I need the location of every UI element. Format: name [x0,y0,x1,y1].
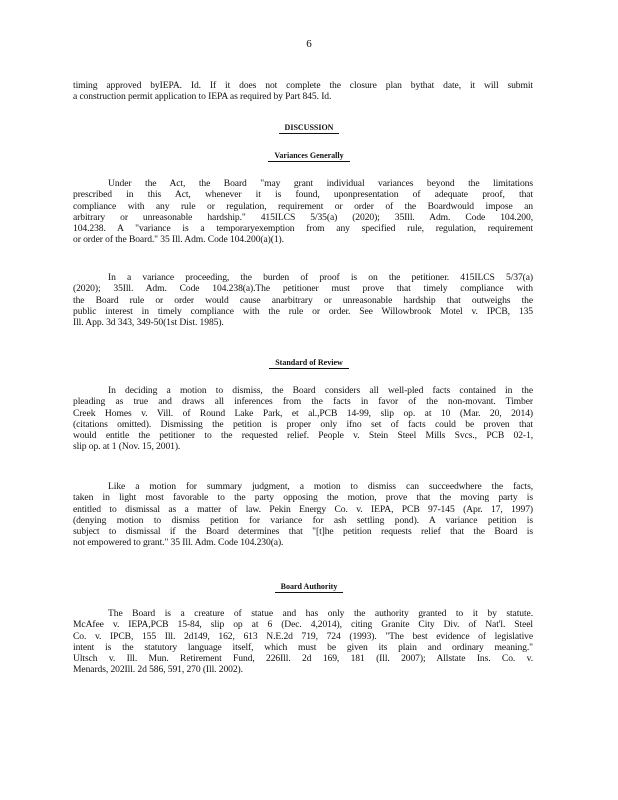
text-line: subject to dismissal if the Board determines that "[t]he petition requests relief that the Board is [73,526,533,538]
text-line: (2020); 35Ill. Adm. Code 104.238(a).The petitioner must prove that timely compliance with [73,283,533,295]
text-line: pleading as true and draws all inferences from the facts in favor of the non-movant. Timber [73,396,533,408]
text-line: In a variance proceeding, the burden of proof is on the petitioner. 415ILCS 5/37(a) [108,272,533,283]
text-line: The Board is a creature of statue and has only the authority granted to it by statute. [108,608,533,619]
paragraph-board-authority [73,608,533,676]
text-line: would entitle the petitioner to the requested relief. People v. Stein Steel Mills Svcs., PCB 02-1, [73,430,533,442]
heading-discussion: DISCUSSION [0,123,618,132]
text-line: 104.238. A "variance is a temporaryexemption from any specified rule, regulation, requirement [73,223,533,235]
text-line: entitled to dismissal as a matter of law. Pekin Energy Co. v. IEPA, PCB 97-145 (Apr. 17, 1997) [73,503,533,515]
text-line: the Board rule or order would cause anarbitrary or unreasonable hardship that outweighs the [73,294,533,306]
text-line: intent is the statutory language itself, which must be given its plain and ordinary meaning." [73,641,533,653]
text-line: arbitrary or unreasonable hardship." 415ILCS 5/35(a) (2020); 35Ill. Adm. Code 104.200, [73,211,533,223]
text-line: slip op. at 1 (Nov. 15, 2001). [73,441,181,453]
text-line: Like a motion for summary judgment, a motion to dismiss can succeedwhere the facts, [108,481,533,492]
text-line: (denying motion to dismiss petition for variance for ash settling pond). A variance petition is [73,514,533,526]
text-line: a construction permit application to IEPA as required by Part 845. Id. [73,91,332,103]
text-line: Creek Homes v. Vill. of Round Lake Park, et al.,PCB 14-99, slip op. at 10 (Mar. 20, 2014) [73,407,533,419]
heading-board-authority: Board Authority [0,582,618,591]
text-line: public interest in timely compliance with the rule or order. See Willowbrook Motel v. IPCB, 135 [73,305,533,317]
text-line: not empowered to grant." 35 Ill. Adm. Code 104.230(a). [73,537,284,549]
paragraph-summary-judgment [73,481,533,549]
text-line: In deciding a motion to dismiss, the Board considers all well-pled facts contained in the [108,385,533,396]
heading-standard-of-review: Standard of Review [0,358,618,367]
text-line: timing approved byIEPA. Id. If it does not complete the closure plan bythat date, it will submit [73,80,533,91]
text-line: prescribed in this Act, whenever it is found, uponpresentation of adequate proof, that [73,189,533,201]
text-line: or order of the Board." 35 Ill. Adm. Code 104.200(a)(1). [73,234,284,246]
text-line: Co. v. IPCB, 155 Ill. 2d149, 162, 613 N.E.2d 719, 724 (1993). "The best evidence of legislative [73,630,533,642]
text-line: (citations omitted). Dismissing the petition is proper only ifno set of facts could be proven that [73,418,533,430]
intro-paragraph [73,80,533,103]
paragraph-motion-to-dismiss [73,385,533,453]
text-line: Menards, 202Ill. 2d 586, 591, 270 (Ill. 2002). [73,664,243,676]
page-number: 6 [306,38,312,50]
paragraph-burden-of-proof [73,272,533,328]
text-line: McAfee v. IEPA,PCB 15-84, slip op at 6 (Dec. 4,2014), citing Granite City Div. of Nat'l. Steel [73,619,533,631]
text-line: taken in light most favorable to the party opposing the motion, prove that the moving party is [73,492,533,504]
text-line: Ultsch v. Ill. Mun. Retirement Fund, 226Ill. 2d 169, 181 (Ill. 2007); Allstate Ins. Co. v. [73,653,533,665]
text-line: Under the Act, the Board "may grant individual variances beyond the limitations [108,178,533,189]
paragraph-variance-authority [73,178,533,246]
text-line: compliance with any rule or regulation, requirement or order of the Boardwould impose an [73,200,533,212]
text-line: Ill. App. 3d 343, 349-50(1st Dist. 1985). [73,317,224,329]
heading-variances-generally: Variances Generally [0,151,618,160]
